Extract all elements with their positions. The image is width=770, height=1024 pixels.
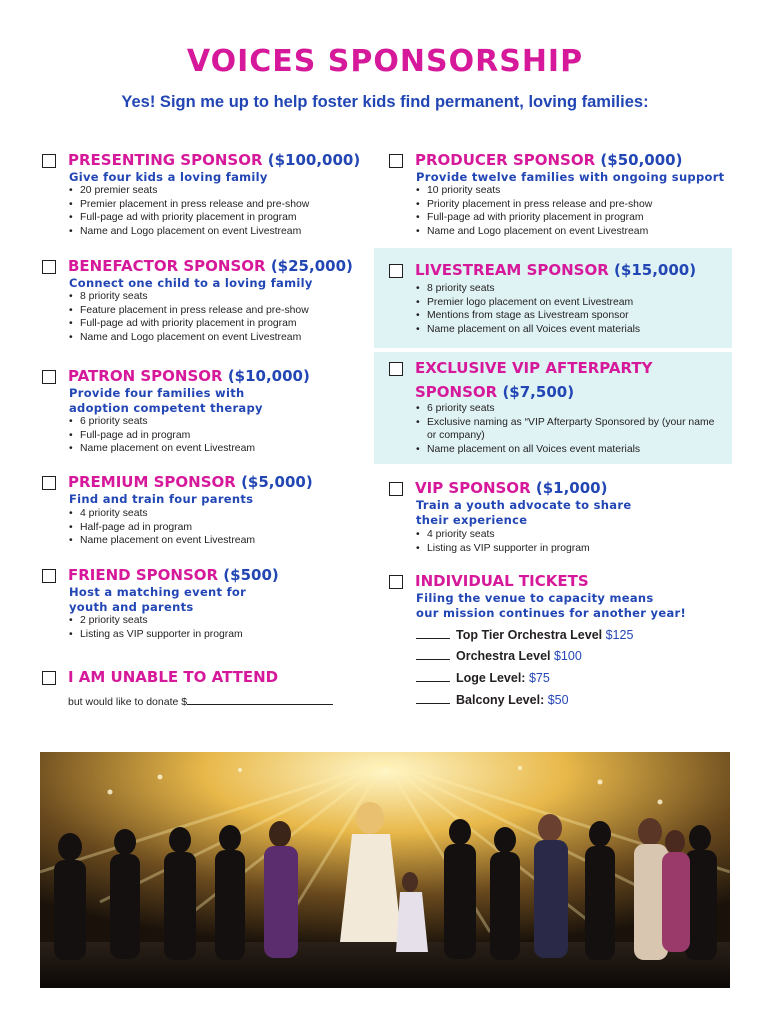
feature-item: • 20 premier seats — [69, 184, 309, 198]
ticket-level-price: $100 — [553, 649, 582, 663]
friend-heading — [68, 565, 279, 585]
donate-row — [68, 696, 333, 708]
feature-item: • Listing as VIP supporter in program — [416, 542, 590, 556]
producer-tagline: Provide twelve families with ongoing support — [416, 170, 725, 184]
ticket-level-row — [416, 671, 550, 685]
ticket-quantity-blank[interactable] — [416, 703, 450, 704]
vip-tagline-line1: Train a youth advocate to share — [416, 498, 632, 512]
feature-item: • Name and Logo placement on event Livestream — [69, 331, 309, 345]
livestream-heading — [415, 260, 696, 280]
unable-heading: I AM UNABLE TO ATTEND — [68, 668, 279, 686]
premium-tagline: Find and train four parents — [69, 492, 254, 506]
feature-item: • Name and Logo placement on event Livestream — [69, 225, 309, 239]
vip-afterparty-features — [416, 402, 716, 456]
friend-name: FRIEND SPONSOR — [68, 566, 219, 584]
feature-item: • Name and Logo placement on event Livestream — [416, 225, 652, 239]
feature-item: • Mentions from stage as Livestream sponsor — [416, 309, 640, 323]
ticket-level-price: $125 — [605, 628, 634, 642]
premium-checkbox[interactable] — [42, 476, 56, 490]
friend-features — [69, 614, 243, 641]
vip-afterparty-heading-line2 — [415, 382, 574, 402]
patron-tagline-line1: Provide four families with — [69, 386, 245, 400]
feature-item: • 6 priority seats — [69, 415, 255, 429]
friend-tagline-line1: Host a matching event for — [69, 585, 247, 599]
presenting-features — [69, 184, 309, 238]
feature-item: • 8 priority seats — [416, 282, 640, 296]
ticket-level-label: Loge Level: — [456, 671, 526, 685]
feature-item: • 6 priority seats — [416, 402, 716, 416]
tickets-note-line1: Filing the venue to capacity means — [416, 591, 654, 605]
stage-photo — [40, 752, 730, 988]
livestream-features — [416, 282, 640, 336]
feature-item: • 4 priority seats — [416, 528, 590, 542]
feature-item: • 2 priority seats — [69, 614, 243, 628]
ticket-quantity-blank[interactable] — [416, 659, 450, 660]
tickets-heading: INDIVIDUAL TICKETS — [415, 572, 589, 590]
patron-name: PATRON SPONSOR — [68, 367, 223, 385]
benefactor-tagline: Connect one child to a loving family — [69, 276, 313, 290]
feature-item: • Name placement on all Voices event materials — [416, 443, 716, 457]
unable-checkbox[interactable] — [42, 671, 56, 685]
ticket-level-label: Orchestra Level — [456, 649, 551, 663]
feature-item: • Full-page ad with priority placement in program — [69, 317, 309, 331]
feature-item: • Name placement on event Livestream — [69, 442, 255, 456]
page-title: VOICES SPONSORSHIP — [186, 44, 584, 79]
ticket-quantity-blank[interactable] — [416, 681, 450, 682]
benefactor-checkbox[interactable] — [42, 260, 56, 274]
ticket-level-label: Balcony Level: — [456, 693, 545, 707]
patron-tagline-line2: adoption competent therapy — [69, 401, 263, 415]
friend-amount: ($500) — [223, 566, 279, 584]
ticket-level-label: Top Tier Orchestra Level — [456, 628, 603, 642]
feature-item: • 4 priority seats — [69, 507, 255, 521]
ticket-quantity-blank[interactable] — [416, 638, 450, 639]
premium-heading — [68, 472, 313, 492]
feature-item: • Premier placement in press release and pre-show — [69, 198, 309, 212]
feature-item: • 10 priority seats — [416, 184, 652, 198]
benefactor-features — [69, 290, 309, 344]
patron-heading — [68, 366, 310, 386]
tickets-checkbox[interactable] — [389, 575, 403, 589]
vip-name: VIP SPONSOR — [415, 479, 531, 497]
friend-checkbox[interactable] — [42, 569, 56, 583]
ticket-level-row — [416, 628, 633, 642]
patron-amount: ($10,000) — [227, 367, 310, 385]
presenting-checkbox[interactable] — [42, 154, 56, 168]
presenting-amount: ($100,000) — [267, 151, 361, 169]
patron-checkbox[interactable] — [42, 370, 56, 384]
friend-tagline-line2: youth and parents — [69, 600, 194, 614]
vip-afterparty-checkbox[interactable] — [389, 362, 403, 376]
ticket-level-price: $75 — [528, 671, 550, 685]
presenting-tagline: Give four kids a loving family — [69, 170, 268, 184]
donate-amount-field[interactable] — [187, 704, 333, 705]
vip-heading — [415, 478, 607, 498]
stage-photo-illustration — [40, 752, 730, 988]
producer-checkbox[interactable] — [389, 154, 403, 168]
livestream-amount: ($15,000) — [614, 261, 697, 279]
benefactor-name: BENEFACTOR SPONSOR — [68, 257, 266, 275]
feature-item: • Feature placement in press release and pre-show — [69, 304, 309, 318]
vip-checkbox[interactable] — [389, 482, 403, 496]
livestream-checkbox[interactable] — [389, 264, 403, 278]
ticket-level-row — [416, 649, 582, 663]
feature-item: • Half-page ad in program — [69, 521, 255, 535]
feature-item: • Full-page ad with priority placement in program — [69, 211, 309, 225]
premium-features — [69, 507, 255, 548]
vip-afterparty-name: EXCLUSIVE VIP AFTERPARTY — [415, 359, 653, 377]
producer-features — [416, 184, 652, 238]
vip-features — [416, 528, 590, 555]
donate-text: but would like to donate $ — [68, 696, 188, 708]
vip-afterparty-amount: ($7,500) — [502, 383, 575, 401]
premium-name: PREMIUM SPONSOR — [68, 473, 236, 491]
patron-features — [69, 415, 255, 456]
vip-afterparty-heading-line1 — [415, 358, 652, 378]
feature-item: • 8 priority seats — [69, 290, 309, 304]
feature-item: • Premier logo placement on event Livestream — [416, 296, 640, 310]
vip-afterparty-name-2: SPONSOR — [415, 383, 498, 401]
producer-amount: ($50,000) — [600, 151, 683, 169]
ticket-level-row — [416, 693, 569, 707]
feature-item: • Full-page ad in program — [69, 429, 255, 443]
feature-item: • Full-page ad with priority placement in program — [416, 211, 652, 225]
benefactor-heading — [68, 256, 353, 276]
presenting-heading — [68, 150, 360, 170]
feature-item: • Exclusive naming as “VIP Afterparty Sponsored by (your name or company) — [416, 416, 716, 443]
feature-item: • Listing as VIP supporter in program — [69, 628, 243, 642]
page-subtitle: Yes! Sign me up to help foster kids find permanent, loving families: — [121, 93, 649, 111]
benefactor-amount: ($25,000) — [270, 257, 353, 275]
feature-item: • Priority placement in press release and pre-show — [416, 198, 652, 212]
producer-name: PRODUCER SPONSOR — [415, 151, 596, 169]
vip-tagline-line2: their experience — [416, 513, 528, 527]
feature-item: • Name placement on event Livestream — [69, 534, 255, 548]
presenting-name: PRESENTING SPONSOR — [68, 151, 263, 169]
ticket-level-price: $50 — [547, 693, 569, 707]
premium-amount: ($5,000) — [241, 473, 313, 491]
livestream-name: LIVESTREAM SPONSOR — [415, 261, 609, 279]
tickets-note-line2: our mission continues for another year! — [416, 606, 687, 620]
feature-item: • Name placement on all Voices event materials — [416, 323, 640, 337]
producer-heading — [415, 150, 682, 170]
vip-amount: ($1,000) — [535, 479, 608, 497]
